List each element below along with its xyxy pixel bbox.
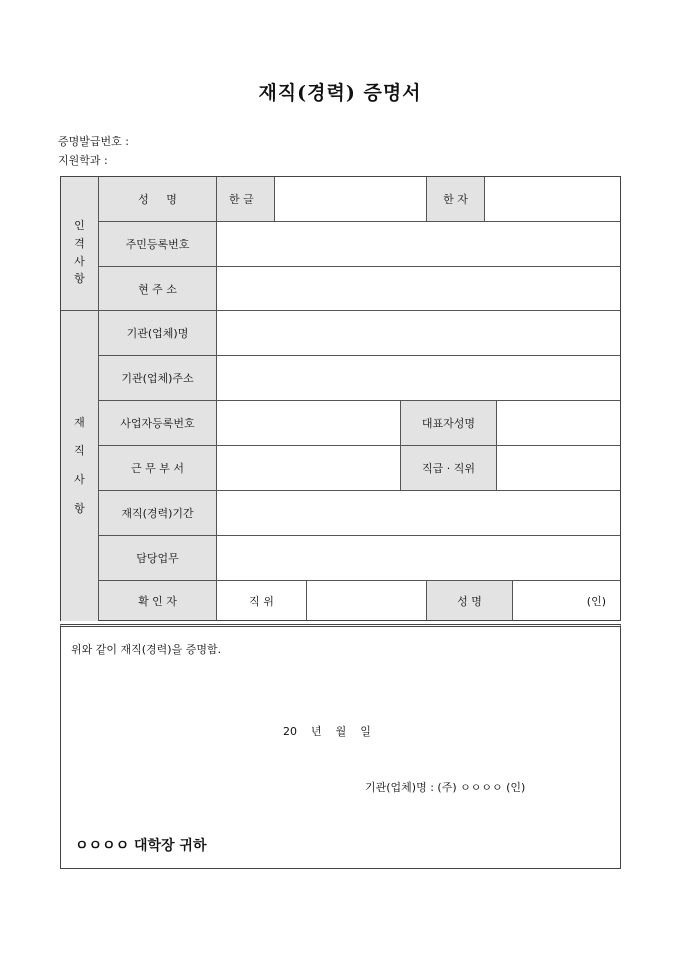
hanja-label: 한 자	[427, 177, 485, 222]
section-char: 사	[74, 254, 85, 268]
hangul-label: 한 글	[217, 177, 275, 222]
issue-number-label: 증명발급번호 :	[58, 135, 129, 148]
date-line: 20 년 월 일	[283, 725, 371, 738]
statement-text: 위와 같이 재직(경력)을 증명함.	[71, 643, 222, 656]
rank-position-label: 직급 · 직위	[401, 446, 497, 491]
hangul-name-field[interactable]	[275, 177, 427, 222]
department-label: 지원학과 :	[58, 154, 108, 167]
recipient-line: ㅇㅇㅇㅇ 대학장 귀하	[75, 838, 207, 854]
biz-number-field[interactable]	[217, 401, 401, 446]
confirmer-label: 확 인 자	[99, 581, 217, 620]
org-address-field[interactable]	[217, 356, 620, 401]
confirmer-position-field[interactable]	[307, 581, 427, 620]
address-field[interactable]	[217, 267, 620, 311]
certificate-form-table	[60, 176, 621, 621]
work-dept-field[interactable]	[217, 446, 401, 491]
section-char: 격	[74, 236, 85, 250]
employment-period-field[interactable]	[217, 491, 620, 536]
work-dept-label: 근 무 부 서	[99, 446, 217, 491]
rrn-field[interactable]	[217, 222, 620, 267]
org-name-label: 기관(업체)명	[99, 311, 217, 356]
statement-section	[60, 624, 621, 869]
confirmer-name-label: 성 명	[427, 581, 513, 620]
personal-section-header	[61, 177, 99, 311]
name-label: 성 명	[99, 177, 217, 222]
rrn-label: 주민등록번호	[99, 222, 217, 267]
duty-field[interactable]	[217, 536, 620, 581]
confirmer-seal: (인)	[586, 594, 606, 608]
org-name-field[interactable]	[217, 311, 620, 356]
employment-period-label: 재직(경력)기간	[99, 491, 217, 536]
section-char: 인	[74, 219, 85, 233]
org-address-label: 기관(업체)주소	[99, 356, 217, 401]
issuer-line: 기관(업체)명 : (주) ㅇㅇㅇㅇ (인)	[365, 781, 526, 794]
address-label: 현 주 소	[99, 267, 217, 311]
biz-number-label: 사업자등록번호	[99, 401, 217, 446]
ceo-name-field[interactable]	[497, 401, 620, 446]
section-char: 항	[74, 272, 85, 286]
section-char: 재	[74, 415, 85, 429]
confirmer-position-label: 직 위	[217, 581, 307, 620]
hanja-name-field[interactable]	[485, 177, 620, 222]
ceo-name-label: 대표자성명	[401, 401, 497, 446]
document-title: 재직(경력) 증명서	[258, 82, 422, 104]
section-char: 항	[74, 501, 85, 515]
section-char: 사	[74, 473, 85, 486]
duty-label: 담당업무	[99, 536, 217, 581]
section-char: 직	[74, 444, 85, 458]
rank-position-field[interactable]	[497, 446, 620, 491]
employment-section-header	[61, 311, 99, 621]
